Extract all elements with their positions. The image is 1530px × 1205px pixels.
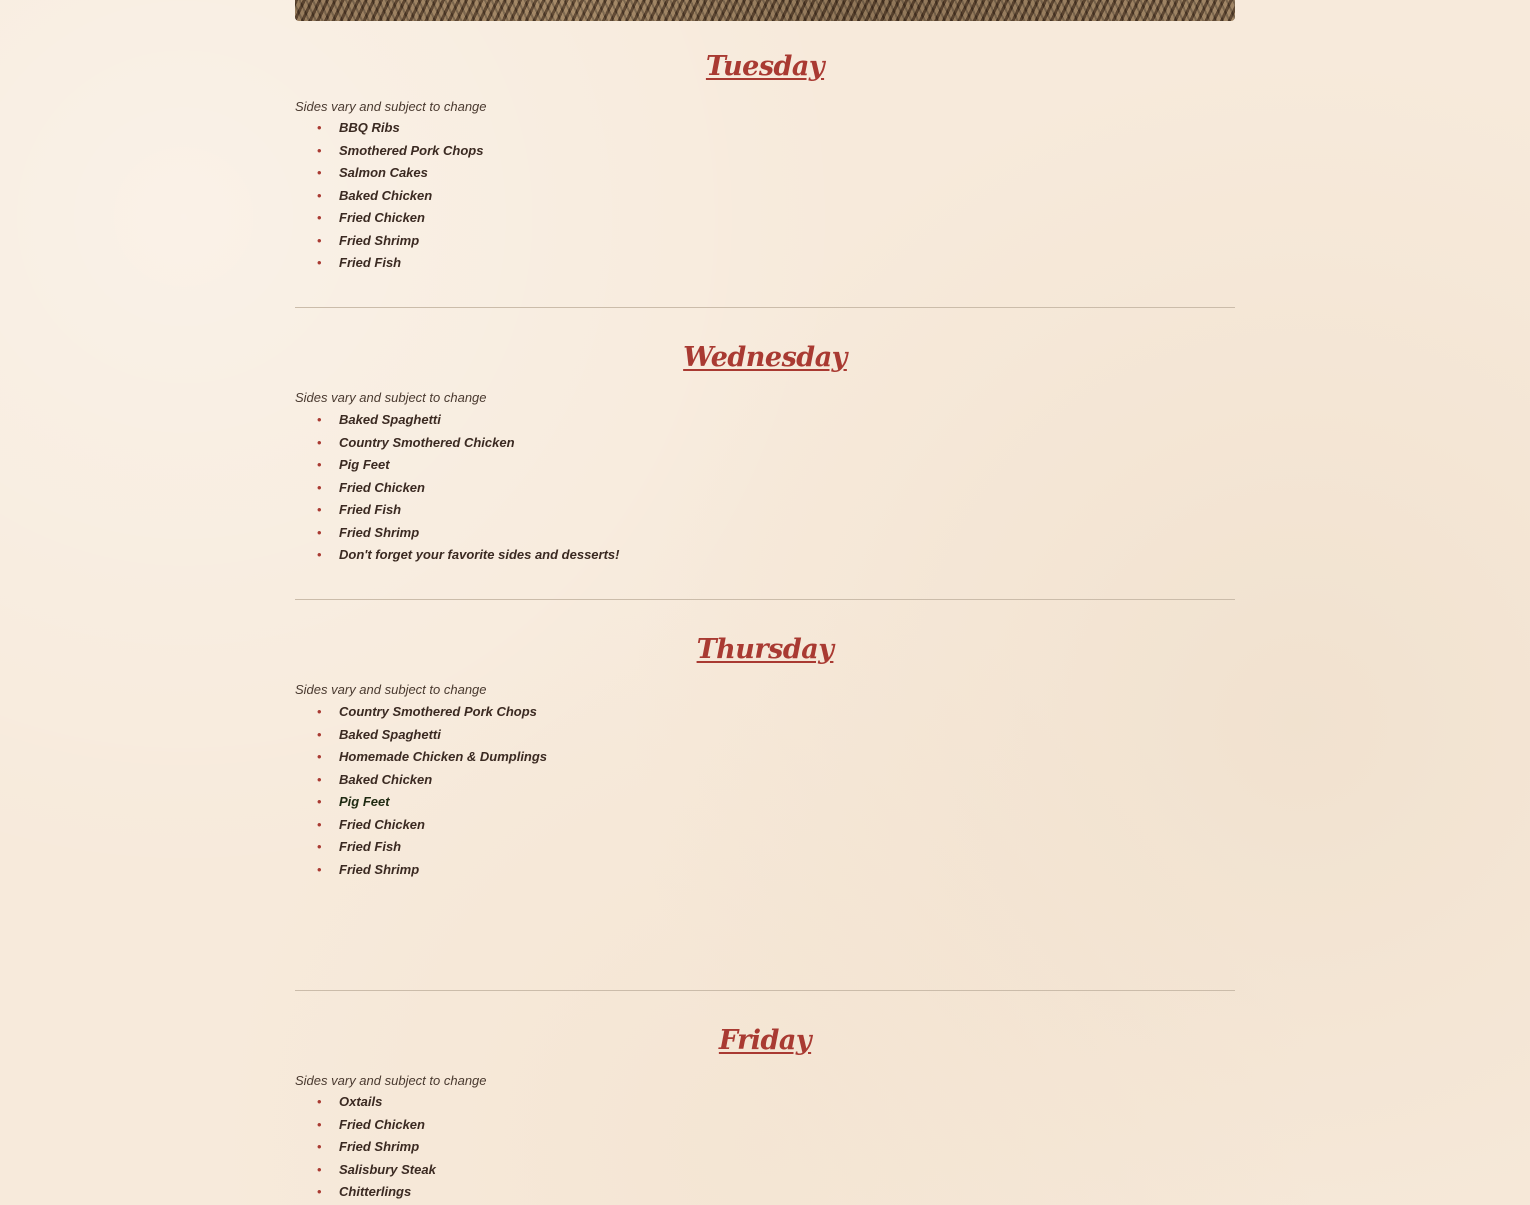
menu-list-wednesday xyxy=(295,409,1235,567)
bullet-icon: • xyxy=(317,412,322,427)
section-divider xyxy=(295,990,1235,991)
bullet-icon: • xyxy=(317,120,322,135)
list-item: • Baked Chicken xyxy=(295,185,1235,208)
day-title-friday[interactable]: Friday xyxy=(718,1025,812,1056)
sides-note: Sides vary and subject to change xyxy=(295,99,487,114)
bullet-icon: • xyxy=(317,232,322,248)
day-section-tuesday xyxy=(295,50,1235,275)
bullet-icon: • xyxy=(317,1184,322,1199)
list-item: • Fried Shrimp xyxy=(295,859,1235,882)
list-item: • Fried Fish xyxy=(295,252,1235,275)
list-item: • Baked Chicken xyxy=(295,769,1235,792)
list-item: • Pig Feet xyxy=(295,454,1235,477)
bullet-icon: • xyxy=(317,457,322,472)
list-item: • Fried Chicken xyxy=(295,1114,1235,1137)
menu-list-tuesday xyxy=(295,117,1235,275)
bullet-icon: • xyxy=(317,861,322,877)
bullet-icon: • xyxy=(317,524,322,540)
sides-note: Sides vary and subject to change xyxy=(295,390,487,405)
day-section-thursday xyxy=(295,633,1235,881)
sides-note: Sides vary and subject to change xyxy=(295,1073,487,1088)
day-title-thursday[interactable]: Thursday xyxy=(696,634,834,665)
list-item: • Pig Feet xyxy=(295,791,1235,814)
bullet-icon: • xyxy=(317,839,322,854)
list-item: • Oxtails xyxy=(295,1091,1235,1114)
list-item: • Baked Spaghetti xyxy=(295,724,1235,747)
list-item: • Fried Shrimp xyxy=(295,1136,1235,1159)
bullet-icon: • xyxy=(317,165,322,180)
bullet-icon: • xyxy=(317,434,322,450)
list-item: • Country Smothered Pork Chops xyxy=(295,701,1235,724)
bullet-icon: • xyxy=(317,704,322,719)
list-item: • Fried Chicken xyxy=(295,477,1235,500)
day-section-friday xyxy=(295,1024,1235,1204)
bullet-icon: • xyxy=(317,794,322,809)
list-item: • Fried Shrimp xyxy=(295,230,1235,253)
list-item: • Salmon Cakes xyxy=(295,162,1235,185)
list-item: • Fried Fish xyxy=(295,836,1235,859)
list-item: • Fried Fish xyxy=(295,499,1235,522)
bullet-icon: • xyxy=(317,502,322,517)
bullet-icon: • xyxy=(317,142,322,158)
bullet-icon: • xyxy=(317,547,322,562)
menu-list-friday xyxy=(295,1091,1235,1204)
bullet-icon: • xyxy=(317,1139,322,1154)
list-item: • Country Smothered Chicken xyxy=(295,432,1235,455)
section-divider xyxy=(295,307,1235,308)
bullet-icon: • xyxy=(317,210,322,225)
bullet-icon: • xyxy=(317,816,322,832)
bullet-icon: • xyxy=(317,1094,322,1109)
day-title-wednesday[interactable]: Wednesday xyxy=(683,342,847,373)
bullet-icon: • xyxy=(317,479,322,495)
list-item: • Fried Chicken xyxy=(295,814,1235,837)
bullet-icon: • xyxy=(317,187,322,203)
bullet-icon: • xyxy=(317,749,322,764)
bullet-icon: • xyxy=(317,255,322,270)
header-banner-image xyxy=(295,0,1235,21)
list-item: • Homemade Chicken & Dumplings xyxy=(295,746,1235,769)
menu-list-thursday xyxy=(295,701,1235,881)
list-item: • Salisbury Steak xyxy=(295,1159,1235,1182)
bullet-icon: • xyxy=(317,771,322,787)
list-item: • Chitterlings xyxy=(295,1181,1235,1204)
list-item: • Fried Chicken xyxy=(295,207,1235,230)
bullet-icon: • xyxy=(317,1161,322,1177)
section-divider xyxy=(295,599,1235,600)
list-item: • Fried Shrimp xyxy=(295,522,1235,545)
day-title-tuesday[interactable]: Tuesday xyxy=(705,51,825,82)
bullet-icon: • xyxy=(317,726,322,742)
sides-note: Sides vary and subject to change xyxy=(295,682,487,697)
list-item: • Baked Spaghetti xyxy=(295,409,1235,432)
list-item: • Smothered Pork Chops xyxy=(295,140,1235,163)
list-item: • Don't forget your favorite sides and desserts! xyxy=(295,544,1235,567)
bullet-icon: • xyxy=(317,1116,322,1132)
list-item: • BBQ Ribs xyxy=(295,117,1235,140)
day-section-wednesday xyxy=(295,341,1235,567)
